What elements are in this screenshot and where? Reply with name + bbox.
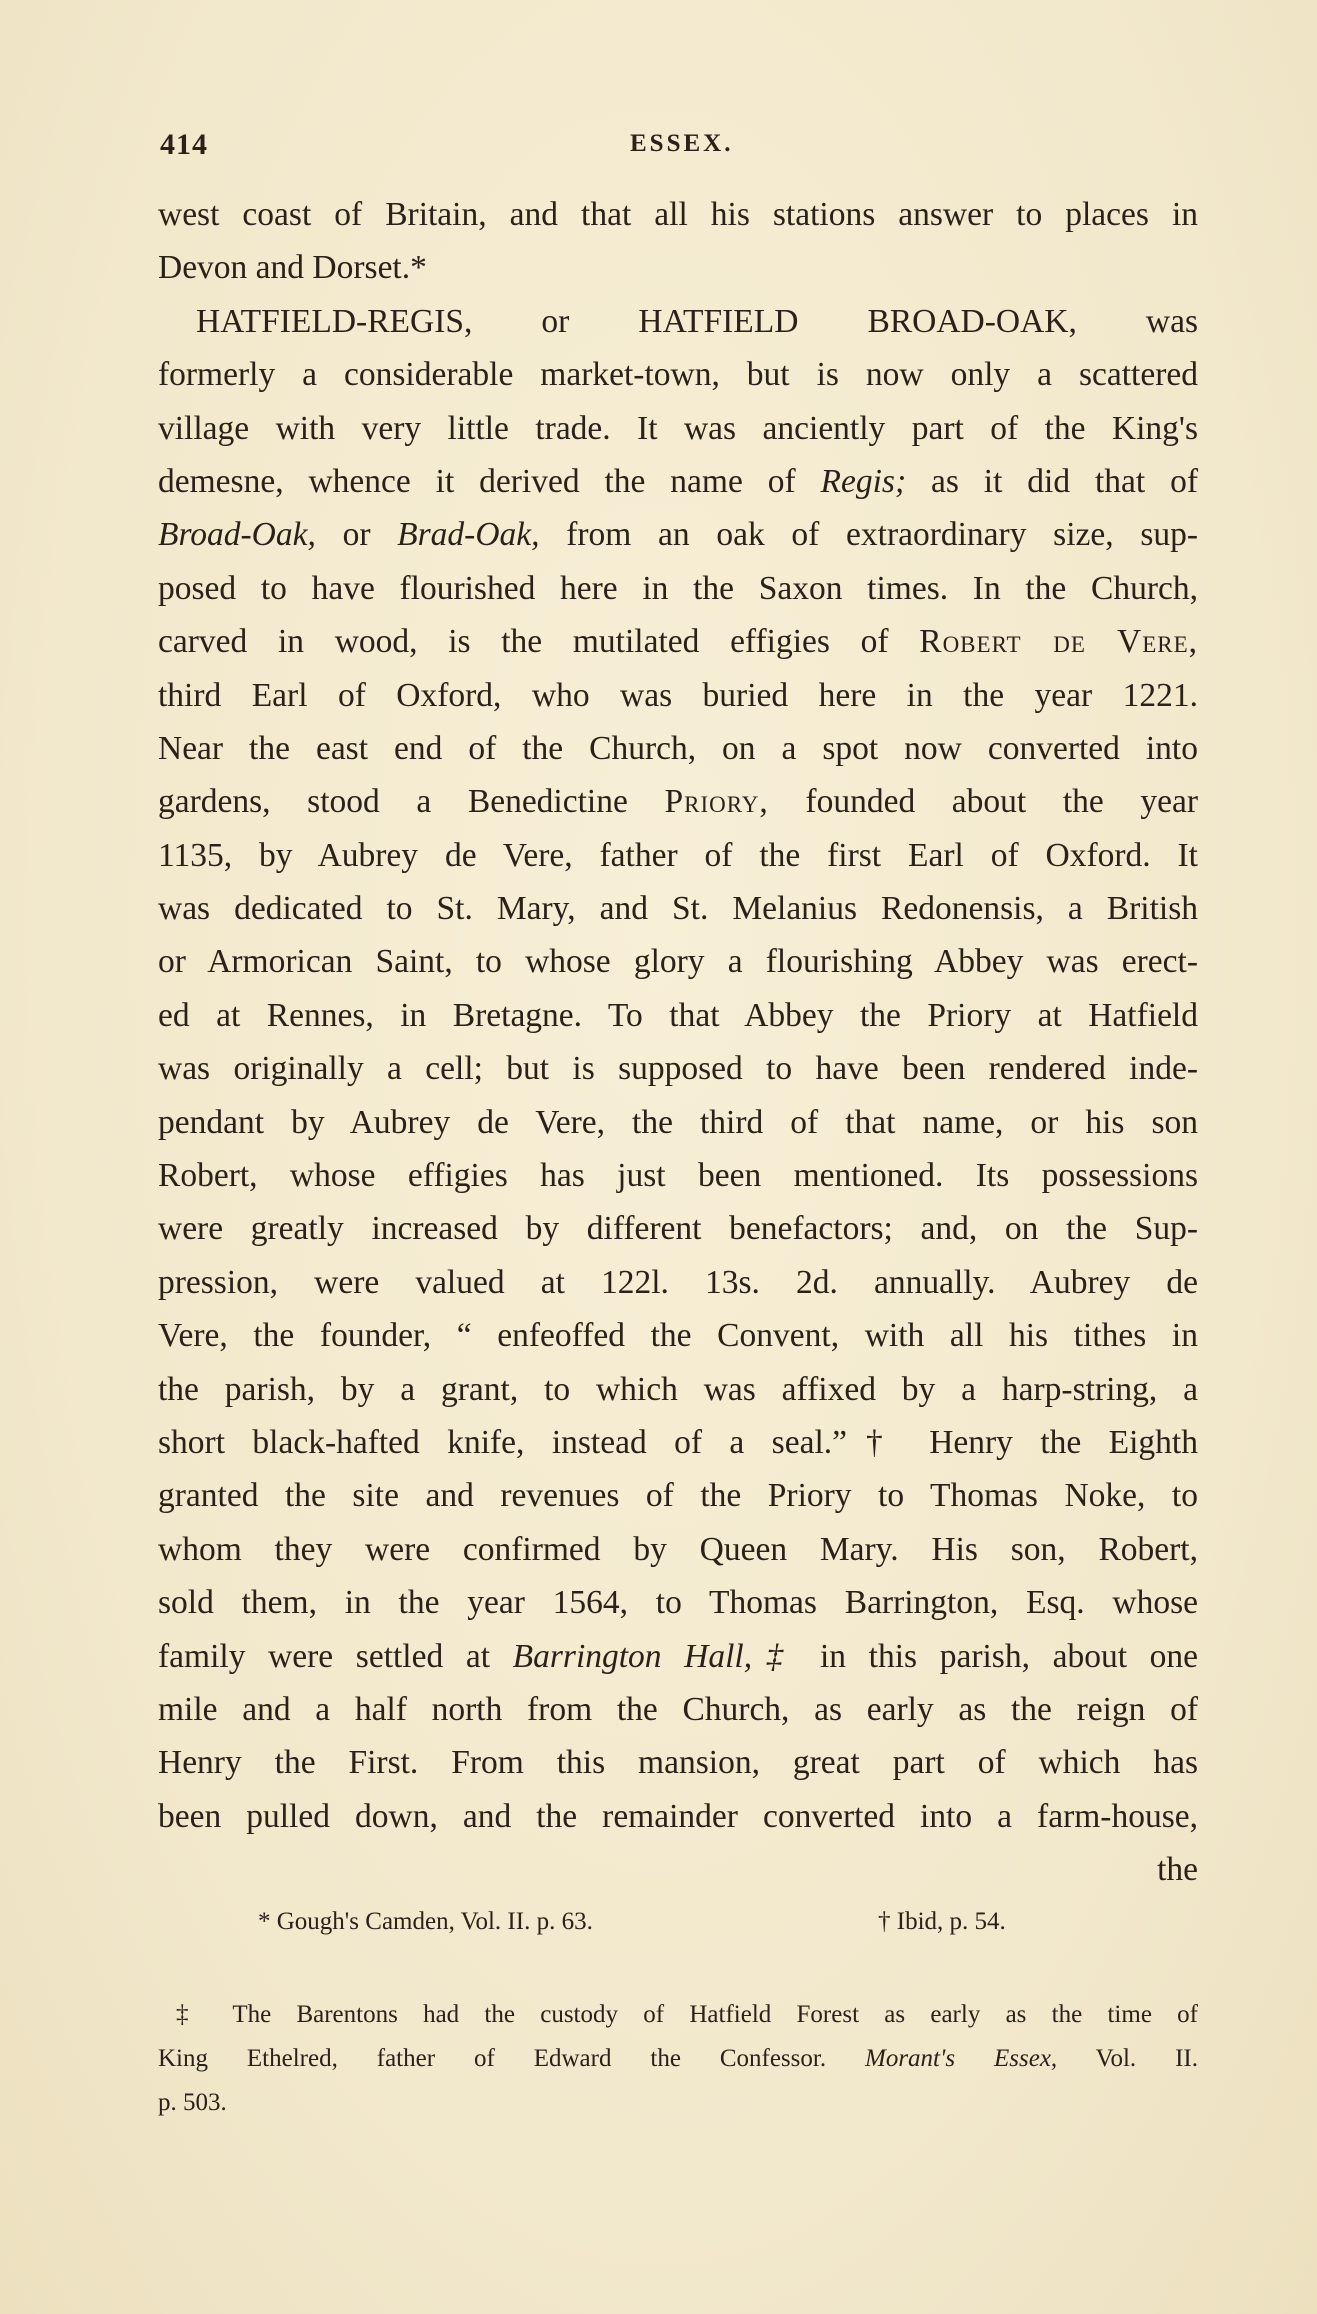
text-line: was dedicated to St. Mary, and St. Melanius Redonensis, a British (158, 890, 1198, 928)
text-line: village with very little trade. It was anciently part of the King's (158, 409, 1198, 447)
text-line: were greatly increased by different benefactors; and, on the Sup- (158, 1210, 1198, 1248)
footnote-double-dagger (158, 1993, 1198, 2125)
text-line: west coast of Britain, and that all his stations answer to places in (158, 196, 1198, 233)
text-line: the parish, by a grant, to which was affixed by a harp-string, a (158, 1370, 1198, 1408)
text-line: whom they were confirmed by Queen Mary. His son, Robert, (158, 1530, 1198, 1568)
footnote-line: p. 503. (158, 2089, 227, 2116)
text-line: was originally a cell; but is supposed to have been rendered inde- (158, 1050, 1198, 1088)
text-line: granted the site and revenues of the Priory to Thomas Noke, to (158, 1477, 1198, 1515)
text-line: gardens, stood a Benedictine Priory, founded about the year (158, 783, 1199, 821)
footnote-line: King Ethelred, father of Edward the Confessor. Morant's Essex, Vol. II. (158, 2045, 1198, 2072)
text-line: Vere, the founder, “ enfeoffed the Convent, with all his tithes in (158, 1317, 1198, 1355)
running-head: ESSEX. (630, 130, 734, 157)
text-line: demesne, whence it derived the name of Regis; as it did that of (158, 462, 1199, 500)
text-line: mile and a half north from the Church, as early as the reign of (158, 1690, 1198, 1728)
text-line: been pulled down, and the remainder converted into a farm-house, (158, 1797, 1198, 1835)
text-line: or Armorican Saint, to whose glory a flourishing Abbey was erect- (158, 943, 1198, 981)
text-line: carved in wood, is the mutilated effigies of Robert de Vere, (158, 623, 1199, 661)
text-line: ed at Rennes, in Bretagne. To that Abbey the Priory at Hatfield (158, 996, 1198, 1034)
footnote-dagger: † Ibid, p. 54. (878, 1908, 1006, 1935)
text-line: short black-hafted knife, instead of a seal.”† Henry the Eighth (158, 1423, 1198, 1461)
page-header (160, 128, 1180, 168)
text-line: pression, were valued at 122l. 13s. 2d. annually. Aubrey de (158, 1263, 1198, 1301)
catchword: the (1157, 1851, 1198, 1889)
page-number: 414 (160, 128, 208, 161)
footnote-line: ‡ The Barentons had the custody of Hatfield Forest as early as the time of (176, 2001, 1198, 2028)
text-line: Near the east end of the Church, on a spot now converted into (158, 729, 1198, 767)
text-line: Broad-Oak, or Brad-Oak, from an oak of extraordinary size, sup- (158, 516, 1199, 554)
main-text (158, 188, 1198, 1897)
text-line: Henry the First. From this mansion, great part of which has (158, 1744, 1198, 1782)
text-line: family were settled at Barrington Hall,‡ in this parish, about one (158, 1637, 1198, 1675)
footnote-star: * Gough's Camden, Vol. II. p. 63. (258, 1908, 593, 1935)
text-line: sold them, in the year 1564, to Thomas Barrington, Esq. whose (158, 1584, 1198, 1622)
text-line: posed to have flourished here in the Saxon times. In the Church, (158, 569, 1198, 607)
text-line: formerly a considerable market-town, but is now only a scattered (158, 356, 1198, 394)
text-line: HATFIELD-REGIS, or HATFIELD BROAD-OAK, was (196, 302, 1198, 340)
text-line: Devon and Dorset.* (158, 249, 427, 287)
text-line: Robert, whose effigies has just been mentioned. Its possessions (158, 1157, 1198, 1195)
text-line: third Earl of Oxford, who was buried here in the year 1221. (158, 676, 1198, 714)
text-line: 1135, by Aubrey de Vere, father of the first Earl of Oxford. It (158, 836, 1198, 874)
text-line: pendant by Aubrey de Vere, the third of that name, or his son (158, 1103, 1198, 1141)
